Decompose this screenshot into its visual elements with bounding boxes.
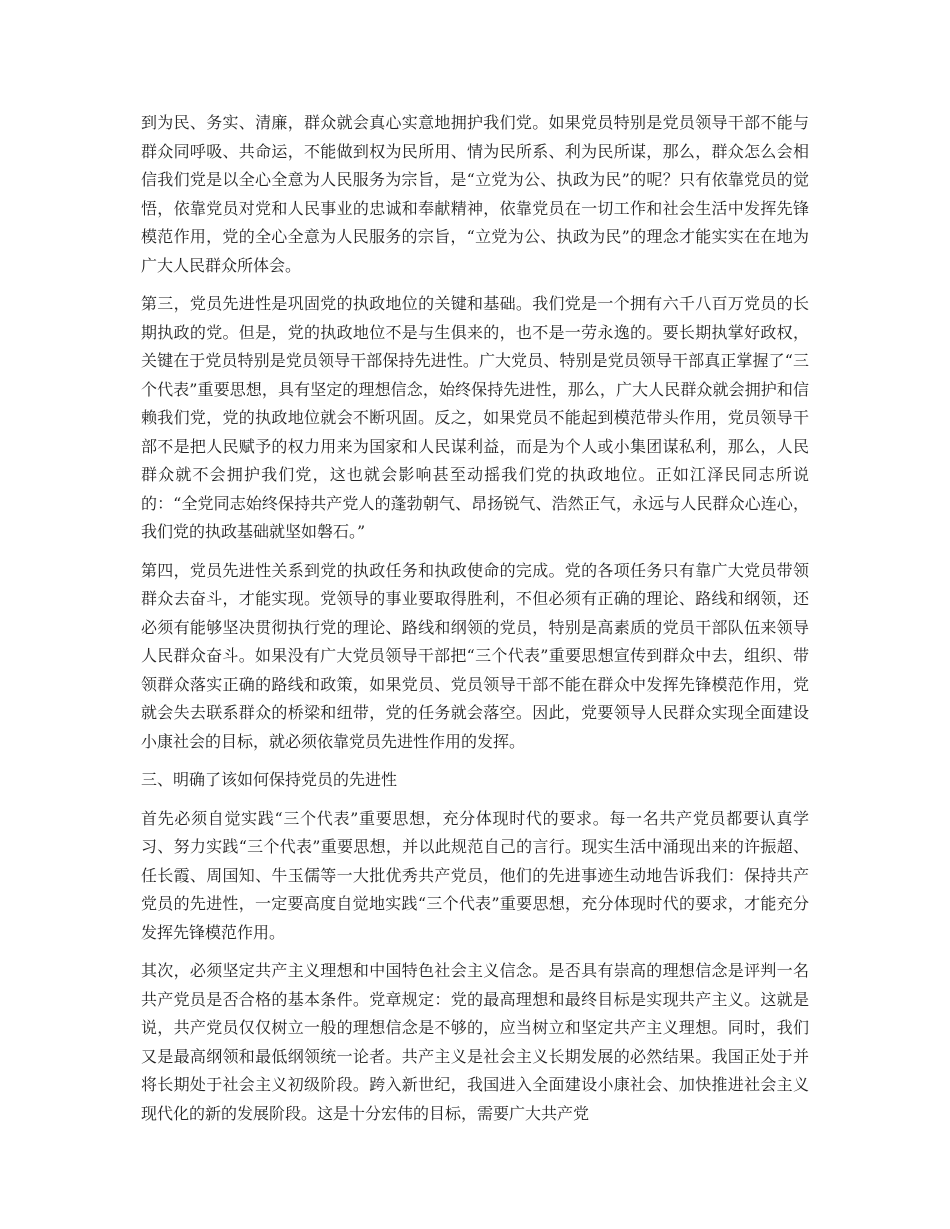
paragraph-fourth-point: 第四，党员先进性关系到党的执政任务和执政使命的完成。党的各项任务只有靠广大党员带领群众去奋斗，才能实现。党领导的事业要取得胜利，不但必须有正确的理论、路线和纲领，还必须有能够坚决贯彻执行党的理论、路线和纲领的党员，特别是高素质的党员干部队伍来领导人民群众奋斗。如果没有广大党员领导干部把“三个代表”重要思想宣传到群众中去，组织、带领群众落实正确的路线和政策，如果党员、党员领导干部不能在群众中发挥先锋模范作用，党就会失去联系群众的桥梁和纽带，党的任务就会落空。因此，党要领导人民群众实现全面建设小康社会的目标，就必须依靠党员先进性作用的发挥。 — [141, 560, 809, 751]
document-body — [141, 109, 809, 1138]
paragraph-first-measure: 首先必须自觉实践“三个代表”重要思想，充分体现时代的要求。每一名共产党员都要认真学习、努力实践“三个代表”重要思想，并以此规范自己的言行。现实生活中涌现出来的许振超、任长霞、周国知、牛玉儒等一大批优秀共产党员，他们的先进事迹生动地告诉我们：保持共产党员的先进性，一定要高度自觉地实践“三个代表”重要思想，充分体现时代的要求，才能充分发挥先锋模范作用。 — [141, 808, 809, 942]
paragraph-third-point: 第三，党员先进性是巩固党的执政地位的关键和基础。我们党是一个拥有六千八百万党员的长期执政的党。但是，党的执政地位不是与生俱来的，也不是一劳永逸的。要长期执掌好政权，关键在于党员特别是党员领导干部保持先进性。广大党员、特别是党员领导干部真正掌握了“三个代表”重要思想，具有坚定的理想信念，始终保持先进性，那么，广大人民群众就会拥护和信赖我们党，党的执政地位就会不断巩固。反之，如果党员不能起到模范带头作用，党员领导干部不是把人民赋予的权力用来为国家和人民谋利益，而是为个人或小集团谋私利，那么，人民群众就不会拥护我们党，这也就会影响甚至动摇我们党的执政地位。正如江泽民同志所说的：“全党同志始终保持共产党人的蓬勃朝气、昂扬锐气、浩然正气，永远与人民群众心连心，我们党的执政基础就坚如磐石。” — [141, 294, 809, 541]
paragraph-second-measure: 其次，必须坚定共产主义理想和中国特色社会主义信念。是否具有崇高的理想信念是评判一名共产党员是否合格的基本条件。党章规定：党的最高理想和最终目标是实现共产主义。这就是说，共产党员仅仅树立一般的理想信念是不够的，应当树立和坚定共产主义理想。同时，我们又是最高纲领和最低纲领统一论者。共产主义是社会主义长期发展的必然结果。我国正处于并将长期处于社会主义初级阶段。跨入新世纪，我国进入全面建设小康社会、加快推进社会主义现代化的新的发展阶段。这是十分宏伟的目标，需要广大共产党 — [141, 961, 809, 1123]
paragraph-continuation: 到为民、务实、清廉，群众就会真心实意地拥护我们党。如果党员特别是党员领导干部不能与群众同呼吸、共命运，不能做到权为民所用、情为民所系、利为民所谋，那么，群众怎么会相信我们党是以全心全意为人民服务为宗旨，是“立党为公、执政为民”的呢？只有依靠党员的觉悟，依靠党员对党和人民事业的忠诚和奉献精神，依靠党员在一切工作和社会生活中发挥先锋模范作用，党的全心全意为人民服务的宗旨，“立党为公、执政为民”的理念才能实实在在地为广大人民群众所体会。 — [141, 113, 809, 275]
section-heading: 三、明确了该如何保持党员的先进性 — [141, 770, 398, 789]
